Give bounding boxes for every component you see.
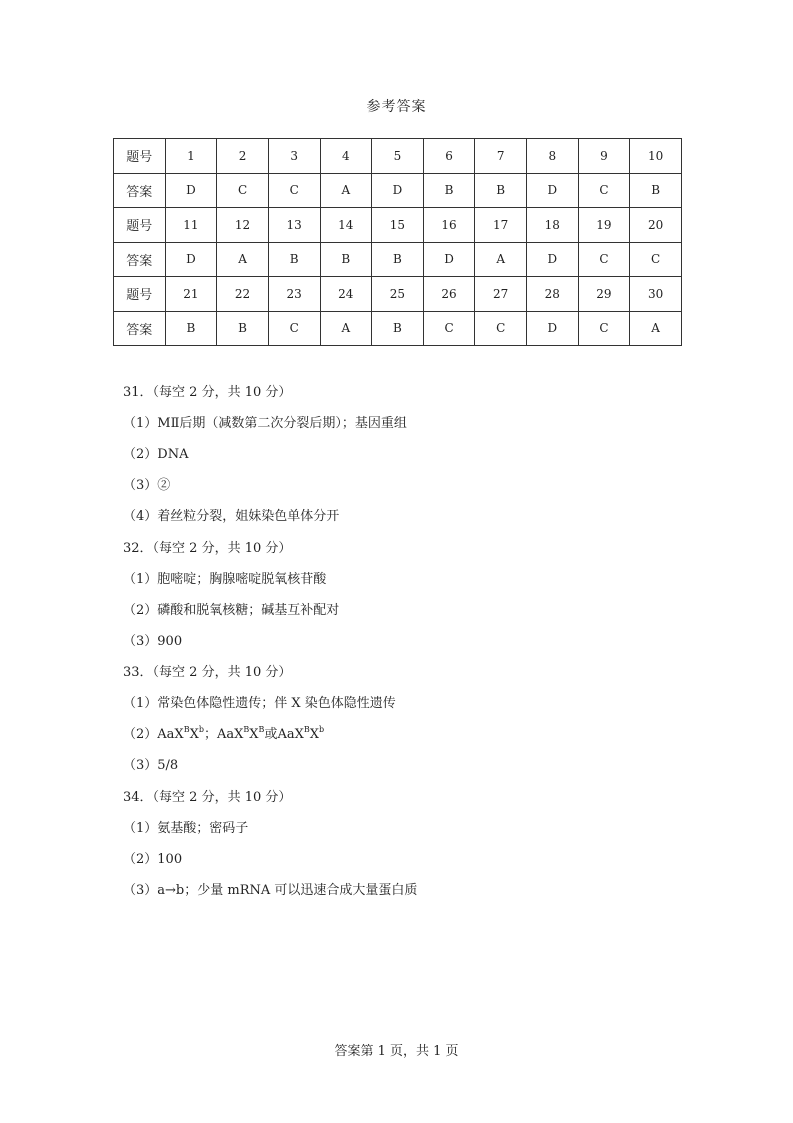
- table-cell: B: [423, 173, 475, 208]
- table-cell: 29: [578, 277, 630, 312]
- table-cell: 28: [527, 277, 579, 312]
- table-cell: 23: [268, 277, 320, 312]
- table-cell: B: [475, 173, 527, 208]
- table-cell: 15: [372, 208, 424, 243]
- table-cell: B: [165, 311, 217, 346]
- table-cell: 26: [423, 277, 475, 312]
- row-label: 题号: [114, 277, 166, 312]
- table-cell: B: [372, 242, 424, 277]
- table-cell: 16: [423, 208, 475, 243]
- table-cell: 25: [372, 277, 424, 312]
- page-title: 参考答案: [366, 99, 427, 115]
- table-cell: 5: [372, 139, 424, 174]
- table-cell: B: [372, 311, 424, 346]
- question-31-answer-4: （4）着丝粒分裂，姐妹染色单体分开: [123, 509, 340, 524]
- table-cell: C: [217, 173, 269, 208]
- question-31-answer-3: （3）②: [123, 478, 171, 493]
- table-cell: 7: [475, 139, 527, 174]
- question-31-header: 31．（每空 2 分，共 10 分）: [123, 385, 292, 400]
- question-33-answer-2: [123, 726, 324, 744]
- table-row: [114, 277, 682, 312]
- row-label: 题号: [114, 139, 166, 174]
- question-32-header: 32．（每空 2 分，共 10 分）: [123, 541, 292, 556]
- genotype-2: $AaX^BX^B$: [216, 725, 265, 742]
- row-label: 答案: [114, 173, 166, 208]
- question-34-header: 34．（每空 2 分，共 10 分）: [123, 790, 292, 805]
- table-cell: A: [320, 311, 372, 346]
- table-cell: D: [372, 173, 424, 208]
- row-label: 答案: [114, 311, 166, 346]
- table-row: [114, 311, 682, 346]
- table-cell: 20: [630, 208, 682, 243]
- answer-table: [113, 138, 682, 346]
- table-cell: 3: [268, 139, 320, 174]
- table-cell: 21: [165, 277, 217, 312]
- table-cell: 22: [217, 277, 269, 312]
- table-cell: 1: [165, 139, 217, 174]
- table-row: [114, 139, 682, 174]
- table-cell: C: [578, 311, 630, 346]
- table-cell: A: [217, 242, 269, 277]
- table-cell: B: [268, 242, 320, 277]
- genotype-1: $AaX^BX^b$: [157, 725, 204, 742]
- table-cell: D: [165, 173, 217, 208]
- table-cell: C: [268, 173, 320, 208]
- table-cell: C: [423, 311, 475, 346]
- table-cell: 10: [630, 139, 682, 174]
- table-cell: 17: [475, 208, 527, 243]
- table-cell: 24: [320, 277, 372, 312]
- table-cell: C: [630, 242, 682, 277]
- question-34-answer-2: （2）100: [123, 852, 183, 867]
- table-cell: 13: [268, 208, 320, 243]
- separator: ；: [203, 727, 217, 742]
- question-31-answer-1: （1）MⅡ后期（减数第二次分裂后期）；基因重组: [123, 416, 407, 431]
- table-cell: 8: [527, 139, 579, 174]
- table-cell: D: [527, 311, 579, 346]
- table-cell: C: [578, 173, 630, 208]
- table-cell: A: [320, 173, 372, 208]
- table-cell: 18: [527, 208, 579, 243]
- table-cell: C: [268, 311, 320, 346]
- table-cell: D: [527, 242, 579, 277]
- question-33-answer-1: （1）常染色体隐性遗传；伴 X 染色体隐性遗传: [123, 696, 396, 711]
- table-cell: 14: [320, 208, 372, 243]
- table-cell: A: [630, 311, 682, 346]
- table-cell: 11: [165, 208, 217, 243]
- table-cell: 30: [630, 277, 682, 312]
- page-footer: 答案第 1 页，共 1 页: [334, 1044, 459, 1059]
- table-cell: 19: [578, 208, 630, 243]
- or-text: 或: [264, 727, 278, 742]
- table-cell: 6: [423, 139, 475, 174]
- question-33-header: 33．（每空 2 分，共 10 分）: [123, 665, 292, 680]
- table-cell: 4: [320, 139, 372, 174]
- question-33-answer-3: （3）5/8: [123, 758, 179, 773]
- table-cell: D: [423, 242, 475, 277]
- table-row: [114, 173, 682, 208]
- question-32-answer-2: （2）磷酸和脱氧核糖；碱基互补配对: [123, 603, 340, 618]
- table-cell: 2: [217, 139, 269, 174]
- table-row: [114, 242, 682, 277]
- table-cell: B: [320, 242, 372, 277]
- genotype-3: $AaX^BX^b$: [277, 725, 325, 742]
- question-32-answer-3: （3）900: [123, 634, 183, 649]
- table-cell: 12: [217, 208, 269, 243]
- table-cell: D: [527, 173, 579, 208]
- question-34-answer-3: （3）a→b；少量 mRNA 可以迅速合成大量蛋白质: [123, 883, 418, 898]
- table-cell: 27: [475, 277, 527, 312]
- question-32-answer-1: （1）胞嘧啶；胸腺嘧啶脱氧核苷酸: [123, 572, 327, 587]
- question-34-answer-1: （1）氨基酸；密码子: [123, 821, 249, 836]
- question-31-answer-2: （2）DNA: [123, 447, 189, 462]
- table-row: [114, 208, 682, 243]
- table-cell: B: [630, 173, 682, 208]
- table-cell: D: [165, 242, 217, 277]
- table-cell: C: [475, 311, 527, 346]
- table-cell: B: [217, 311, 269, 346]
- table-cell: C: [578, 242, 630, 277]
- answer-prefix: （2）: [123, 727, 158, 742]
- table-cell: 9: [578, 139, 630, 174]
- row-label: 答案: [114, 242, 166, 277]
- table-cell: A: [475, 242, 527, 277]
- row-label: 题号: [114, 208, 166, 243]
